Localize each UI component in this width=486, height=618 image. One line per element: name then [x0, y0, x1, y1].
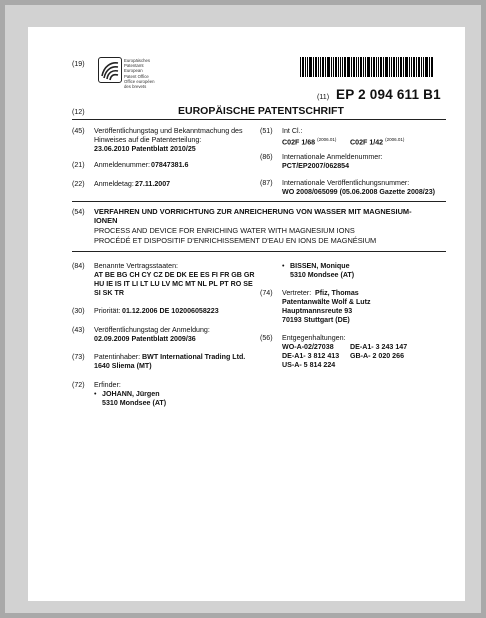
- inid-code-73: (73): [72, 353, 85, 361]
- application-publication-label: Veröffentlichungstag der Anmeldung:: [94, 326, 210, 334]
- inventor-2-address: 5310 Mondsee (AT): [290, 271, 355, 279]
- int-cl-2: C02F 1/42 $^{(2006.01)}$: [350, 137, 405, 147]
- proprietor-name: BWT International Trading Ltd.: [142, 353, 246, 361]
- inid-code-87: (87): [260, 179, 273, 187]
- inid-code-51: (51): [260, 127, 273, 135]
- int-cl-1: C02F 1/68 $^{(2006.01)}$: [282, 137, 337, 147]
- inid-code-30: (30): [72, 307, 85, 315]
- inventor-bullet-2: •: [282, 262, 285, 270]
- priority-value: 01.12.2006 DE 102006058223: [122, 307, 219, 315]
- title-german-1: VERFAHREN UND VORRICHTUNG ZUR ANREICHERUNG VON WASSER MIT MAGNESIUM-: [94, 207, 412, 216]
- intl-publication-label: Internationale Veröffentlichungsnummer:: [282, 179, 410, 187]
- filing-date-value: 27.11.2007: [135, 180, 171, 188]
- citation-1: WO-A-02/27038: [282, 343, 334, 351]
- designated-states-1: AT BE BG CH CY CZ DE DK EE ES FI FR GB GR: [94, 271, 255, 279]
- citation-5: US-A- 5 814 224: [282, 361, 336, 369]
- citation-3: DE-A1- 3 812 413: [282, 352, 340, 360]
- citation-2: DE-A1- 3 243 147: [350, 343, 408, 351]
- document-frame: [5, 5, 481, 613]
- title-bottom-divider: [72, 251, 446, 252]
- publication-date-label-1: Veröffentlichungstag und Bekanntmachung des: [94, 127, 243, 135]
- inid-code-11: (11): [317, 93, 330, 101]
- inid-code-19: (19): [72, 60, 85, 68]
- publication-date-label-2: Hinweises auf die Patenterteilung:: [94, 136, 202, 144]
- application-number-label: Anmeldenummer:: [94, 161, 150, 169]
- title-french: PROCÉDÉ ET DISPOSITIF D'ENRICHISSEMENT D'EAU EN IONS DE MAGNÉSIUM: [94, 236, 377, 245]
- barcode-icon: [300, 57, 447, 77]
- patent-page: [28, 27, 465, 601]
- title-english: PROCESS AND DEVICE FOR ENRICHING WATER WITH MAGNESIUM IONS: [94, 226, 355, 235]
- citation-4: GB-A- 2 020 266: [350, 352, 405, 360]
- designated-states-label: Benannte Vertragsstaaten:: [94, 262, 179, 270]
- document-type: EUROPÄISCHE PATENTSCHRIFT: [178, 105, 344, 117]
- designated-states-2: HU IE IS IT LI LT LU LV MC MT NL PL PT RO SE: [94, 280, 253, 288]
- inventors-label: Erfinder:: [94, 381, 121, 389]
- intl-application-value: PCT/EP2007/062854: [282, 162, 350, 170]
- inid-code-45: (45): [72, 127, 85, 135]
- title-top-divider: [72, 201, 446, 202]
- inventor-1-address: 5310 Mondsee (AT): [102, 399, 167, 407]
- citations-label: Entgegenhaltungen:: [282, 334, 346, 342]
- inid-code-84: (84): [72, 262, 85, 270]
- intl-application-label: Internationale Anmeldenummer:: [282, 153, 383, 161]
- inid-code-72: (72): [72, 381, 85, 389]
- epo-logo-text: Europäisches Patentamt European Patent Office Office européen des brevets: [124, 58, 155, 90]
- inventor-2-name: BISSEN, Monique: [290, 262, 350, 270]
- publication-date-value: 23.06.2010 Patentblatt 2010/25: [94, 145, 196, 153]
- representative-street: Hauptmannsreute 93: [282, 307, 353, 315]
- inid-code-86: (86): [260, 153, 273, 161]
- representative-name: Pfiz, Thomas: [315, 289, 359, 297]
- epo-logo-icon: [98, 57, 122, 83]
- intl-publication-value: WO 2008/065099 (05.06.2008 Gazette 2008/23): [282, 188, 436, 196]
- application-number-value: 07847381.6: [151, 161, 189, 169]
- header-divider: [72, 119, 446, 120]
- inid-code-54: (54): [72, 208, 85, 216]
- inid-code-56: (56): [260, 334, 273, 342]
- inid-code-22: (22): [72, 180, 85, 188]
- representative-label: Vertreter:: [282, 289, 312, 297]
- inventor-bullet: •: [94, 390, 97, 398]
- priority-label: Priorität:: [94, 307, 121, 315]
- proprietor-label: Patentinhaber:: [94, 353, 141, 361]
- filing-date-label: Anmeldetag:: [94, 180, 134, 188]
- inid-code-74: (74): [260, 289, 273, 297]
- designated-states-3: SI SK TR: [94, 289, 124, 297]
- inid-code-43: (43): [72, 326, 85, 334]
- inventor-1-name: JOHANN, Jürgen: [102, 390, 160, 398]
- inid-code-12: (12): [72, 108, 85, 116]
- application-publication-value: 02.09.2009 Patentblatt 2009/36: [94, 335, 196, 343]
- int-cl-label: Int Cl.:: [282, 127, 303, 135]
- publication-number: EP 2 094 611 B1: [336, 87, 441, 102]
- title-german-2: IONEN: [94, 216, 118, 225]
- representative-firm: Patentanwälte Wolf & Lutz: [282, 298, 371, 306]
- representative-city: 70193 Stuttgart (DE): [282, 316, 350, 324]
- proprietor-address: 1640 Sliema (MT): [94, 362, 152, 370]
- inid-code-21: (21): [72, 161, 85, 169]
